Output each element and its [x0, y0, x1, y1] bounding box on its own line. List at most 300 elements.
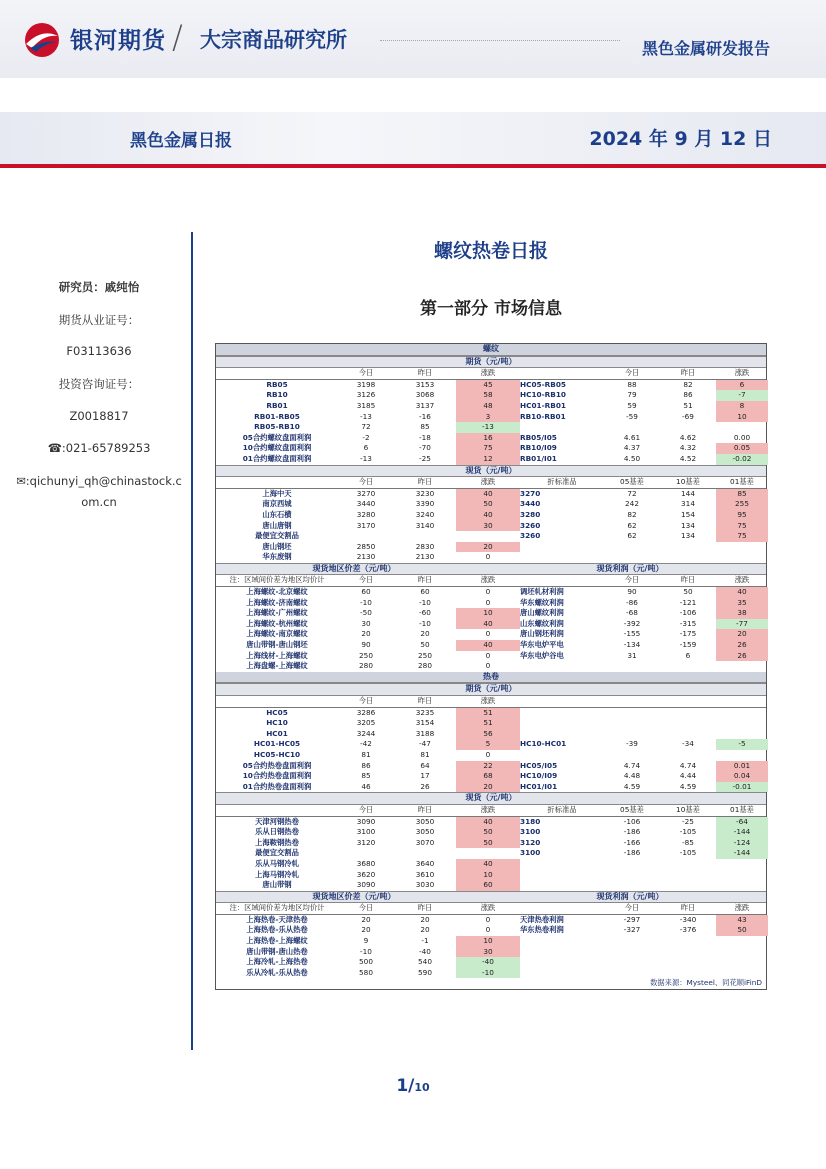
table-row [216, 552, 766, 563]
table-cell: 唐山唐钢 [262, 520, 292, 530]
table-row [216, 729, 766, 740]
table-row [216, 925, 766, 936]
table-cell [604, 542, 660, 553]
table-cell: 30 [361, 618, 371, 628]
table-cell: -10 [419, 597, 431, 607]
table-cell: 3280 [356, 509, 376, 519]
table-cell: 90 [627, 587, 637, 597]
table-cell [520, 750, 604, 761]
galaxy-logo-icon [22, 22, 62, 58]
table-cell: 3260 [520, 531, 541, 541]
column-header: 涨跌 [480, 804, 496, 814]
table-row [216, 817, 766, 828]
table-cell: 上海中天 [262, 488, 292, 498]
table-cell: 0 [485, 661, 491, 671]
table-cell: 05合约螺纹盘面利润 [242, 432, 312, 442]
advisor-number: Z0018817 [69, 409, 129, 423]
table-cell: 590 [418, 967, 432, 977]
sidebar-divider [191, 232, 193, 1050]
table-row [216, 880, 766, 891]
table-cell: 01合约螺纹盘面利润 [242, 453, 312, 463]
table-cell: 0 [485, 925, 491, 935]
table-row [216, 412, 766, 423]
table-cell: HC10-RB10 [520, 390, 566, 400]
table-cell: 540 [418, 957, 432, 967]
table-cell: -86 [626, 597, 638, 607]
table-cell: 26 [716, 651, 768, 662]
table-cell: 4.50 [623, 453, 641, 463]
table-cell [660, 729, 716, 740]
table-cell: 天津河钢热卷 [255, 816, 299, 826]
table-cell: -124 [716, 838, 768, 849]
table-cell: 3153 [415, 379, 435, 389]
table-row [216, 848, 766, 859]
table-cell [660, 750, 716, 761]
table-cell: 250 [418, 650, 432, 660]
table-row [216, 761, 766, 772]
table-cell [456, 531, 520, 542]
table-row [216, 750, 766, 761]
decorative-line [380, 40, 620, 41]
table-cell: HC05/I05 [520, 760, 558, 770]
table-cell: 17 [420, 771, 430, 781]
table-cell: -77 [716, 619, 768, 630]
table-cell: 50 [683, 587, 693, 597]
table-cell [604, 661, 660, 672]
table-cell: 乐从马钢冷轧 [255, 858, 299, 868]
table-cell: 40 [456, 619, 520, 630]
table-cell: HC05 [266, 707, 288, 717]
column-header: 折标准品 [547, 477, 577, 487]
table-cell [604, 422, 660, 433]
table-cell [716, 718, 768, 729]
table-cell: HC10/I09 [520, 771, 558, 781]
table-cell: 20 [361, 925, 371, 935]
table-cell [520, 422, 604, 433]
table-cell [660, 957, 716, 968]
table-cell: -34 [682, 739, 694, 749]
section-header [216, 891, 766, 904]
table-cell: 51 [456, 718, 520, 729]
table-cell: 0 [485, 552, 491, 562]
table-row [216, 968, 766, 979]
section-header [216, 563, 766, 576]
table-cell: 3050 [415, 816, 435, 826]
table-cell [456, 848, 520, 859]
table-cell [604, 957, 660, 968]
table-cell [520, 729, 604, 740]
table-cell [660, 552, 716, 563]
column-header: 涨跌 [734, 575, 750, 585]
table-cell: 134 [681, 520, 695, 530]
table-cell [716, 859, 768, 870]
table-cell: 580 [359, 967, 373, 977]
column-header: 今日 [624, 903, 640, 913]
table-cell: 0 [485, 587, 491, 597]
table-cell: HC01 [266, 728, 288, 738]
table-cell: 唐山螺纹利润 [520, 608, 564, 618]
table-cell [520, 708, 604, 719]
table-cell [660, 859, 716, 870]
table-cell: -186 [623, 848, 641, 858]
table-row [216, 542, 766, 553]
column-header-row [216, 368, 766, 380]
table-cell: 16 [456, 433, 520, 444]
table-row [216, 782, 766, 793]
column-header: 今日 [358, 368, 374, 378]
table-cell: 山东石横 [262, 509, 292, 519]
table-cell: HC01/I01 [520, 781, 558, 791]
table-cell: -18 [419, 432, 431, 442]
table-cell: 0 [485, 914, 491, 924]
table-cell [520, 542, 604, 553]
email-line1[interactable]: ✉:qichunyi_qh@chinastock.c [16, 474, 182, 488]
column-header-row [216, 903, 766, 915]
table-cell: 26 [420, 781, 430, 791]
table-cell: -39 [626, 739, 638, 749]
license-number: F03113636 [66, 344, 132, 358]
table-cell [716, 542, 768, 553]
table-cell: 72 [627, 488, 637, 498]
table-cell: -69 [682, 411, 694, 421]
table-cell: 4.74 [623, 760, 641, 770]
table-cell: RB10/I09 [520, 443, 557, 453]
table-cell: 01合约热卷盘面利润 [242, 781, 312, 791]
table-cell: 3050 [415, 827, 435, 837]
table-cell: -121 [679, 597, 697, 607]
table-cell: 华东电炉谷电 [520, 650, 564, 660]
table-cell: 9 [363, 936, 369, 946]
table-cell: -175 [679, 629, 697, 639]
table-cell: -327 [623, 925, 641, 935]
table-cell: 唐山钢坯 [262, 541, 292, 551]
table-cell: 上海盘螺-上海螺纹 [246, 661, 308, 671]
table-cell: -70 [419, 443, 431, 453]
table-cell: 唐山钢坯利润 [520, 629, 564, 639]
table-cell: 314 [681, 499, 695, 509]
advisor-label: 投资咨询证号： [58, 377, 140, 391]
table-cell: 58 [456, 390, 520, 401]
table-cell: -40 [419, 946, 431, 956]
table-cell: 3100 [356, 827, 376, 837]
table-cell: 山东螺纹利润 [520, 618, 564, 628]
column-header: 昨日 [417, 368, 433, 378]
table-cell: 0 [485, 629, 491, 639]
table-cell [604, 552, 660, 563]
table-cell: -10 [419, 618, 431, 628]
table-row [216, 936, 766, 947]
table-cell: 上海螺纹-南京螺纹 [246, 629, 308, 639]
table-row [216, 390, 766, 401]
table-cell: 95 [716, 510, 768, 521]
table-cell [520, 968, 604, 979]
column-header: 01基差 [730, 804, 754, 814]
table-cell: 华东废钢 [262, 552, 292, 562]
table-cell: 8 [716, 401, 768, 412]
table-cell [660, 542, 716, 553]
table-row [216, 619, 766, 630]
table-cell: -64 [716, 817, 768, 828]
table-cell [660, 880, 716, 891]
table-cell: -85 [682, 837, 694, 847]
table-cell: 68 [456, 771, 520, 782]
column-header: 涨跌 [480, 477, 496, 487]
table-row [216, 521, 766, 532]
table-cell: 3280 [520, 509, 541, 519]
table-cell: 05合约热卷盘面利润 [242, 760, 312, 770]
page-header [0, 0, 826, 78]
table-cell: 0.00 [733, 432, 751, 442]
table-cell: 250 [359, 650, 373, 660]
table-cell: 242 [625, 499, 639, 509]
table-cell: 3270 [356, 488, 376, 498]
table-cell: -186 [623, 827, 641, 837]
table-cell: 3090 [356, 816, 376, 826]
table-cell: 20 [361, 914, 371, 924]
table-cell: 3230 [415, 488, 435, 498]
table-row [216, 771, 766, 782]
table-row [216, 957, 766, 968]
table-cell: 62 [627, 520, 637, 530]
column-header: 昨日 [417, 804, 433, 814]
section-header: 螺纹 [216, 344, 766, 356]
table-cell [520, 880, 604, 891]
table-cell: 上海线材-上海螺纹 [246, 650, 308, 660]
table-cell [716, 552, 768, 563]
table-cell: 81 [361, 749, 371, 759]
table-cell: 3610 [415, 869, 435, 879]
table-cell: -59 [626, 411, 638, 421]
table-cell: 6 [716, 380, 768, 391]
table-row [216, 947, 766, 958]
table-cell: 4.62 [679, 432, 697, 442]
table-cell: 60 [361, 587, 371, 597]
table-cell: -144 [716, 848, 768, 859]
table-row [216, 739, 766, 750]
table-cell: 上海马钢冷轧 [255, 869, 299, 879]
table-cell: -10 [360, 946, 372, 956]
table-cell: -376 [679, 925, 697, 935]
table-cell [520, 957, 604, 968]
table-cell: -105 [679, 848, 697, 858]
table-cell: 40 [456, 859, 520, 870]
table-cell: HC05-RB05 [520, 379, 566, 389]
table-cell: 乐从日钢热卷 [255, 827, 299, 837]
table-cell: 280 [418, 661, 432, 671]
table-cell: 最便宜交割品 [255, 531, 299, 541]
table-cell: 3680 [356, 858, 376, 868]
table-cell [716, 729, 768, 740]
table-cell [604, 968, 660, 979]
subsection-title: 现货利润（元/吨） [596, 563, 664, 573]
table-cell: -40 [456, 957, 520, 968]
table-cell: -0.01 [716, 782, 768, 793]
column-header: 10基差 [676, 477, 700, 487]
column-header: 折标准品 [547, 804, 577, 814]
market-data-table [215, 343, 767, 990]
table-cell: 上海热卷-天津热卷 [246, 914, 308, 924]
table-cell: 0 [485, 597, 491, 607]
section-header: 期货（元/吨） [216, 683, 766, 696]
column-header-row [216, 696, 766, 708]
table-cell: HC10 [266, 718, 288, 728]
table-cell: 4.74 [679, 760, 697, 770]
table-cell: 75 [716, 531, 768, 542]
table-cell: 10 [716, 412, 768, 423]
table-cell [394, 531, 456, 542]
table-cell: 3235 [415, 707, 435, 717]
column-header: 昨日 [680, 575, 696, 585]
table-cell: 4.48 [623, 771, 641, 781]
table-cell: 上海热卷-乐从热卷 [246, 925, 308, 935]
table-cell: 4.59 [679, 781, 697, 791]
column-header: 今日 [358, 477, 374, 487]
table-cell: 62 [627, 531, 637, 541]
table-cell: 3140 [415, 520, 435, 530]
table-cell: 40 [456, 640, 520, 651]
table-cell [520, 552, 604, 563]
table-cell: -25 [419, 453, 431, 463]
table-cell: 上海螺纹-杭州螺纹 [246, 618, 308, 628]
table-cell: -297 [623, 914, 641, 924]
table-cell [520, 947, 604, 958]
table-row [216, 827, 766, 838]
table-row [216, 422, 766, 433]
column-header: 今日 [358, 575, 374, 585]
table-row [216, 454, 766, 465]
table-cell: -16 [419, 411, 431, 421]
table-cell: 3440 [520, 499, 541, 509]
table-cell: 20 [420, 629, 430, 639]
table-cell: 上海冷轧-上海热卷 [246, 957, 308, 967]
column-header-row [216, 575, 766, 587]
table-row [216, 640, 766, 651]
table-cell: 10 [456, 608, 520, 619]
table-cell: -1 [421, 936, 429, 946]
column-header: 昨日 [417, 477, 433, 487]
table-cell: 50 [456, 499, 520, 510]
source-note: 数据来源：Mysteel、同花顺iFinD [650, 978, 762, 988]
table-row [216, 380, 766, 391]
table-cell: 2130 [356, 552, 376, 562]
table-cell: -13 [360, 411, 372, 421]
table-cell: 上海螺纹-广州螺纹 [246, 608, 308, 618]
column-header: 今日 [624, 368, 640, 378]
table-cell [716, 422, 768, 433]
table-cell: 86 [683, 390, 693, 400]
table-cell: 0.01 [716, 761, 768, 772]
table-cell: 134 [681, 531, 695, 541]
column-header: 昨日 [417, 903, 433, 913]
table-cell: RB10-RB01 [520, 411, 566, 421]
table-cell: 10合约螺纹盘面利润 [242, 443, 312, 453]
column-header: 涨跌 [480, 368, 496, 378]
table-cell [716, 936, 768, 947]
table-row [216, 443, 766, 454]
table-cell: 64 [420, 760, 430, 770]
column-header: 01基差 [730, 477, 754, 487]
table-cell [604, 936, 660, 947]
table-cell: 60 [420, 587, 430, 597]
email-line2[interactable]: om.cn [81, 495, 117, 509]
table-cell [716, 947, 768, 958]
table-cell: HC01-HC05 [253, 739, 301, 749]
table-cell: 38 [716, 608, 768, 619]
table-cell [520, 870, 604, 881]
table-cell: 4.61 [623, 432, 641, 442]
table-cell [716, 870, 768, 881]
table-cell [604, 729, 660, 740]
table-cell: -392 [623, 618, 641, 628]
table-cell: 3620 [356, 869, 376, 879]
table-cell: 30 [456, 947, 520, 958]
table-cell: 20 [456, 542, 520, 553]
table-cell: 90 [361, 640, 371, 650]
table-cell: 唐山带钢-唐山钢坯 [246, 640, 308, 650]
table-cell [604, 870, 660, 881]
table-cell: 500 [359, 957, 373, 967]
section-header: 现货（元/吨） [216, 465, 766, 478]
table-cell: 3068 [415, 390, 435, 400]
column-header: 今日 [624, 575, 640, 585]
table-cell: 3070 [415, 837, 435, 847]
table-cell: -68 [626, 608, 638, 618]
table-cell [338, 848, 394, 859]
table-cell: 南京西城 [262, 499, 292, 509]
table-cell [660, 870, 716, 881]
table-cell: 35 [716, 598, 768, 609]
table-cell: 280 [359, 661, 373, 671]
table-cell: 40 [456, 489, 520, 500]
column-header: 昨日 [680, 368, 696, 378]
table-cell [338, 531, 394, 542]
table-cell: 3440 [356, 499, 376, 509]
table-cell: 20 [420, 925, 430, 935]
table-cell: 60 [456, 880, 520, 891]
table-cell: 20 [361, 629, 371, 639]
main-title: 螺纹热卷日报 [433, 240, 548, 262]
table-row [216, 870, 766, 881]
table-row [216, 718, 766, 729]
table-cell [604, 750, 660, 761]
table-cell [716, 880, 768, 891]
table-row [216, 661, 766, 672]
table-cell: RB10 [266, 390, 288, 400]
table-cell: RB05 [266, 379, 288, 389]
table-row [216, 608, 766, 619]
column-header: 10基差 [676, 804, 700, 814]
table-cell: 3120 [520, 837, 541, 847]
table-cell: 20 [456, 782, 520, 793]
table-cell: 50 [716, 925, 768, 936]
subsection-title: 现货地区价差（元/吨） [312, 563, 396, 573]
column-header: 今日 [358, 903, 374, 913]
table-cell: 3100 [520, 848, 541, 858]
institute-name: 大宗商品研究所 [200, 28, 347, 52]
table-row [216, 651, 766, 662]
table-cell: -50 [360, 608, 372, 618]
table-cell: 唐山带钢 [262, 880, 292, 890]
report-type: 黑色金属研发报告 [641, 39, 770, 58]
table-cell: 82 [683, 379, 693, 389]
table-cell: 22 [456, 761, 520, 772]
table-cell [716, 957, 768, 968]
table-cell: -60 [419, 608, 431, 618]
table-cell: HC10-HC01 [520, 739, 567, 749]
table-row [216, 598, 766, 609]
subsection-title: 现货利润（元/吨） [596, 891, 664, 901]
table-cell: 56 [456, 729, 520, 740]
